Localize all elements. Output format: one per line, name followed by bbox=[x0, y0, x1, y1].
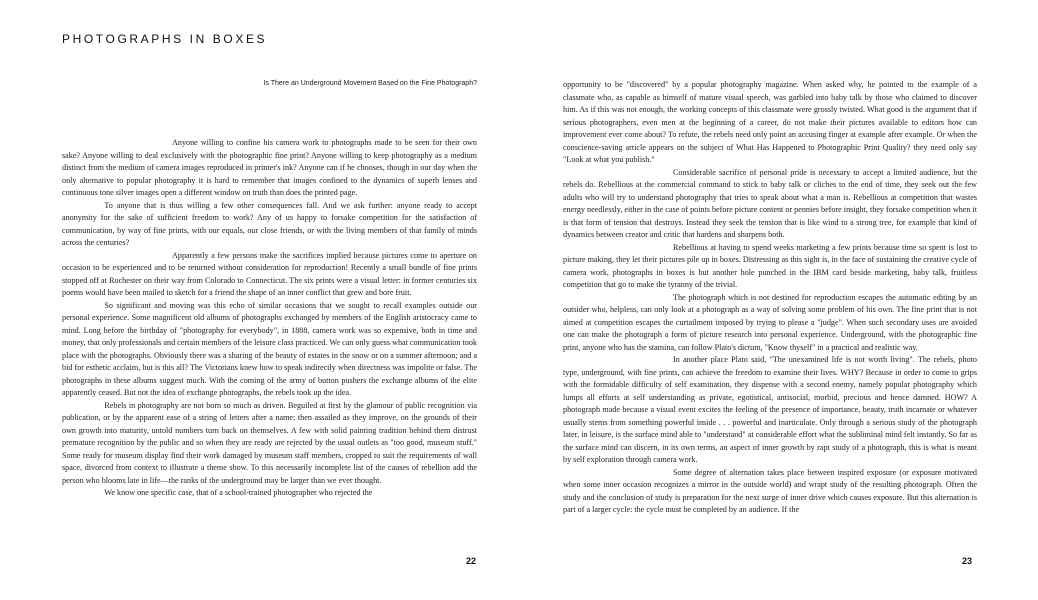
paragraph: Rebellious at having to spend weeks marketing a few prints because time so spent is lost to picture making, they let their pictures pile up in boxes. Distressing as this sight is, in the face of sustaining the creative cycle of camera work, photographs in boxes is but another hole punched in the IBM card beside marketing, baby talk, fruitless competition that go to make the tyranny of the trivial. bbox=[563, 242, 977, 289]
article-subtitle: Is There an Underground Movement Based on the Fine Photograph? bbox=[263, 80, 477, 87]
page-number: 22 bbox=[466, 556, 477, 566]
left-page-text bbox=[62, 137, 477, 500]
paragraph: Some degree of alternation takes place between inspired exposure (or exposure motivated when some inner occasion recognizes a mirror in the outside world) and wrapt study of the resulting photograph. Often the study and the conclusion of study is preparation for the next surge of inner drive which causes exposure. But this alternation is part of a larger cycle: the cycle must be completed by an audience. If the bbox=[563, 467, 977, 514]
right-page bbox=[519, 0, 1038, 600]
page-number: 23 bbox=[962, 556, 973, 566]
paragraph: Apparently a few persons make the sacrifices implied because pictures come to aperture on occasion to be experienced and to be returned without consideration for reproduction! Recently a small bundle of fine prints stopped off at Rochester on their way from Colorado to Connecticut. The six prints were a visual letter: in former centuries six poems would have been mailed to sketch for a friend the shape of an inner conflict that grew and bore fruit. bbox=[62, 250, 477, 297]
right-page-text bbox=[563, 79, 977, 517]
paragraph: To anyone that is thus willing a few other consequences fall. And we ask further: anyone ready to accept anonymity for the sake of sufficient freedom to work? Any of us happy to forsake competition for the satisfaction of communication, by way of fine prints, with our equals, our close friends, or with the living members of that family of minds across the centuries? bbox=[62, 200, 477, 247]
paragraph: opportunity to be "discovered" by a popular photography magazine. When asked why, he pointed to the example of a classmate who, as capable as himself of mature visual speech, was garbled into baby talk by those who claimed to discover him. As if this was not enough, the working concepts of this classmate were grossly twisted. What good is the argument that if serious photographers, even men at the beginning of a career, do not make their pictures available to editors how can improvement ever come about? To refute, the rebels need only point an accusing finger at example after example. Or when the conscience-saving article appears on the subject of What Has Happened to Photographic Print Quality? they need only say "Look at what you publish." bbox=[563, 80, 977, 164]
paragraph: In another place Plato said, "The unexamined life is not worth living". The rebels, photo type, underground, with fine prints, can achieve the freedom to examine their lives. WHY? Because in order to come to grips with the formidable difficulty of self examination, they dispense with a second enemy, namely popular photography which lumps all efforts at self understanding as private, egotistical, antisocial, morbid, precious and hence damned. HOW? A photograph made because a visual event excites the feeling of the presence of importance, beauty, truth incarnate or whatever usually stems from something powerful inside . . . powerful and inarticulate. Only through a serious study of the photograph later, in leisure, is the surface mind able to "understand" at considerable effort what the subliminal mind felt instantly. So far as the surface mind can discern, in its own terms, an aspect of inner growth by rapt study of a photograph, this is what is meant by self exploration through camera work. bbox=[563, 355, 977, 464]
paragraph: Rebels in photography are not born so much as driven. Beguiled at first by the glamour of public recognition via publication, or by the apparent ease of a string of letters after a name; then assailed as they improve, on the grounds of their own growth into maturity, untold numbers turn back on themselves. A few with solid painting tradition behind them distrust premature recognition by the public and so when they are ready are rejected by the usual outlets as "too good, museum stuff." Some ready for museum display find their work damaged by museum staff members, cropped to suit the requirements of wall space, divorced from context to illustrate a theme show. To this necessarily incomplete list of the causes of rebellion add the person who blooms late in life—the ranks of the underground may be larger than we ever thought. bbox=[62, 400, 477, 485]
running-head: PHOTOGRAPHS IN BOXES bbox=[62, 32, 268, 46]
paragraph: Considerable sacrifice of personal pride is necessary to accept a limited audience, but the rebels do. Rebellious at the commercial command to stick to baby talk or cliches to the end of time, they seek out the few adults who will try to understand photography that tries to speak about what a man is. Rebellious at competition that wastes energy needlessly, either in the case of points before picture content or pennies before insight, they forsake competition when it is that form of tension that destroys. Instead they seek the tension that is like wind to a strong tree, for example that kind of dynamics between creator and critic that hardens and sharpens both. bbox=[563, 167, 977, 239]
paragraph: The photograph which is not destined for reproduction escapes the automatic editing by an outsider who, helpless, can only look at a photograph as a way of solving some problem of his own. The fine print that is not aimed at competition escapes the curtailment imposed by trying to please a "judge". When such secondary uses are avoided one can make the photograph a form of picture research into personal experience. Underground, with the photographic fine print, anyone who has the stamina, can follow Plato's dictum, "Know thyself" in a practical and realistic way. bbox=[563, 292, 977, 352]
paragraph: We know one specific case, that of a school-trained photographer who rejected the bbox=[104, 488, 373, 497]
paragraph: Anyone willing to confine his camera work to photographs made to be seen for their own sake? Anyone willing to deal exclusively with the photographic fine print? Anyone willing to keep photography as a medium distinct from the medium of camera images reproduced in printer's ink? Anyone can if he chooses, though in our day when the only alternative to popular photography it is hard to remember that images confined to the dynamics of superb lenses and continuous tone silver images open a different window on truth than does the printed page. bbox=[62, 138, 477, 197]
paragraph: So significant and moving was this echo of similar occasions that we sought to recall examples outside our personal experience. Some magnificent old albums of photographs exchanged by members of the English aristocracy came to mind. Long before the birthday of "photography for everybody", in 1888, camera work was so expensive, both in time and money, that only professionals and certain members of the leisure class practiced. We can only guess what communication took place with the photographs. Obviously there was a sharing of the beauty of estates in the snow or on a summer afternoon; and a bid for esthetic acclaim, but is this all? The Victorians knew how to speak indirectly when directness was impolite or false. The photographs in these albums suggest much. With the coming of the army of button pushers the exchange albums of the elite apparently ceased. But not the idea of exchange photographs, the rebels took up the idea. bbox=[62, 300, 477, 397]
